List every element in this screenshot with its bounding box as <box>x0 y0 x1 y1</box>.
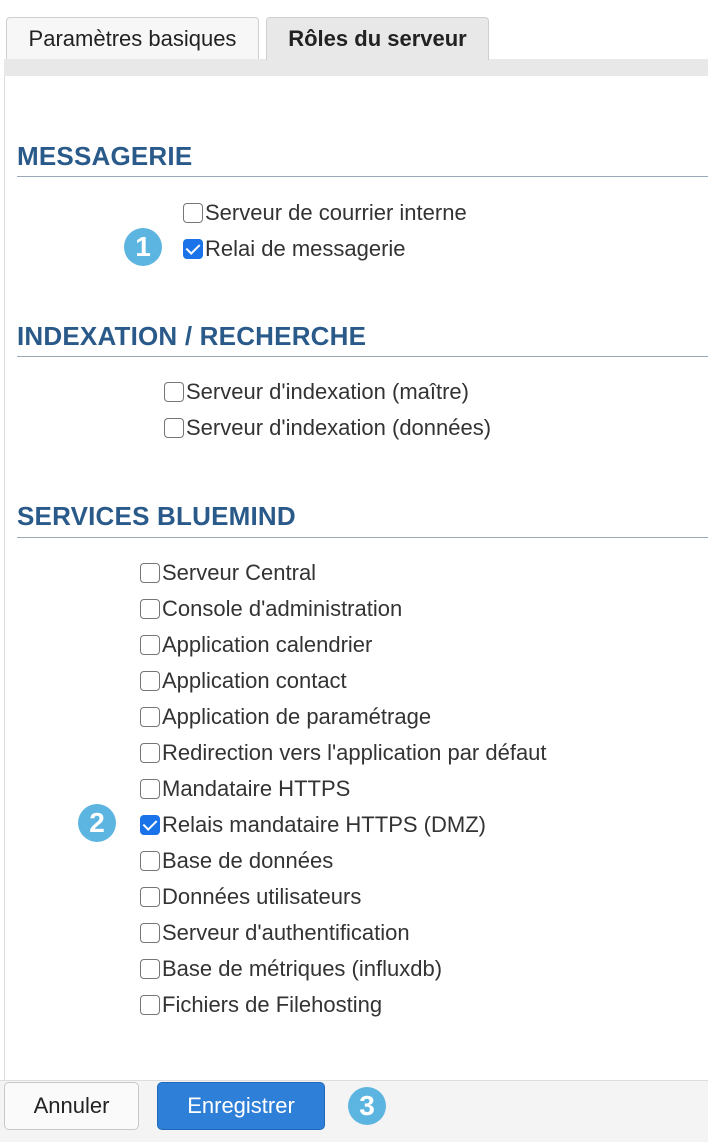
option-https-proxy[interactable] <box>140 774 350 804</box>
option-label: Mandataire HTTPS <box>162 776 351 801</box>
option-label: Application calendrier <box>162 632 373 657</box>
checkbox[interactable] <box>140 743 160 763</box>
option-database[interactable] <box>140 846 333 876</box>
option-filehosting-files[interactable] <box>140 990 382 1020</box>
option-contact-app[interactable] <box>140 666 347 696</box>
tab-server-roles[interactable]: Rôles du serveur <box>266 17 489 60</box>
option-label: Base de données <box>162 848 334 873</box>
section-divider <box>17 176 708 177</box>
checkbox-checked[interactable] <box>140 815 160 835</box>
option-label: Application de paramétrage <box>162 704 432 729</box>
checkbox[interactable] <box>164 418 184 438</box>
option-label: Base de métriques (influxdb) <box>162 956 443 981</box>
option-default-app-redirect[interactable] <box>140 738 547 768</box>
option-central-server[interactable] <box>140 558 316 588</box>
checkbox[interactable] <box>140 671 160 691</box>
checkbox[interactable] <box>140 887 160 907</box>
option-label: Serveur d'indexation (données) <box>186 415 492 440</box>
section-divider <box>17 356 708 357</box>
tab-bar <box>0 0 708 76</box>
option-label: Relais mandataire HTTPS (DMZ) <box>162 812 486 837</box>
checkbox[interactable] <box>164 382 184 402</box>
option-index-server-data[interactable] <box>164 413 491 443</box>
option-internal-mail-server[interactable] <box>183 198 467 228</box>
option-settings-app[interactable] <box>140 702 431 732</box>
section-title-indexation: INDEXATION / RECHERCHE <box>17 321 367 351</box>
option-label: Serveur d'authentification <box>162 920 410 945</box>
step-marker-3: 3 <box>348 1087 386 1125</box>
option-label: Console d'administration <box>162 596 403 621</box>
checkbox[interactable] <box>140 923 160 943</box>
tab-bar-strip <box>4 59 708 76</box>
section-title-services: SERVICES BLUEMIND <box>17 501 296 531</box>
checkbox[interactable] <box>140 779 160 799</box>
save-button[interactable]: Enregistrer <box>157 1082 325 1130</box>
section-title-messagerie: MESSAGERIE <box>17 141 193 171</box>
option-metrics-db[interactable] <box>140 954 442 984</box>
step-marker-2: 2 <box>78 804 116 842</box>
option-mail-relay[interactable] <box>183 234 406 264</box>
cancel-button[interactable]: Annuler <box>4 1082 139 1130</box>
option-label: Relai de messagerie <box>205 236 406 261</box>
option-label: Données utilisateurs <box>162 884 362 909</box>
option-user-data[interactable] <box>140 882 361 912</box>
checkbox-checked[interactable] <box>183 239 203 259</box>
option-https-proxy-relay-dmz[interactable] <box>140 810 486 840</box>
checkbox[interactable] <box>140 635 160 655</box>
checkbox[interactable] <box>140 851 160 871</box>
checkbox[interactable] <box>140 959 160 979</box>
option-index-server-master[interactable] <box>164 377 469 407</box>
option-calendar-app[interactable] <box>140 630 372 660</box>
option-label: Serveur Central <box>162 560 317 585</box>
option-label: Redirection vers l'application par défaut <box>162 740 547 765</box>
option-label: Fichiers de Filehosting <box>162 992 383 1017</box>
option-label: Serveur de courrier interne <box>205 200 467 225</box>
checkbox[interactable] <box>140 995 160 1015</box>
tab-basic-settings[interactable]: Paramètres basiques <box>6 17 259 59</box>
checkbox[interactable] <box>140 707 160 727</box>
option-admin-console[interactable] <box>140 594 402 624</box>
section-divider <box>17 537 708 538</box>
step-marker-1: 1 <box>124 228 162 266</box>
option-label: Serveur d'indexation (maître) <box>186 379 469 404</box>
checkbox[interactable] <box>183 203 203 223</box>
option-auth-server[interactable] <box>140 918 410 948</box>
checkbox[interactable] <box>140 599 160 619</box>
option-label: Application contact <box>162 668 347 693</box>
checkbox[interactable] <box>140 563 160 583</box>
